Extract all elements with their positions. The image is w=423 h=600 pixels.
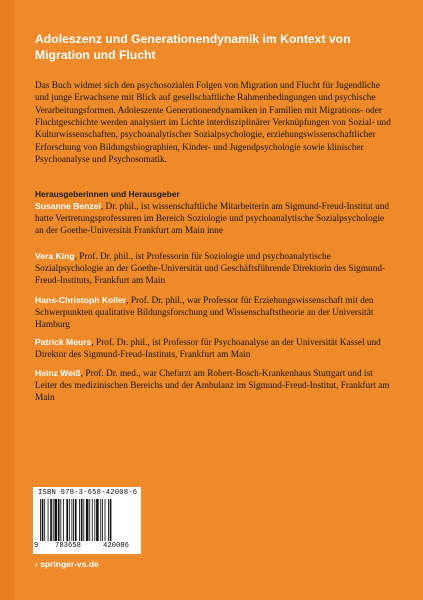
editor-description: , Prof. Dr. med., war Chefarzt am Robert-Bosch-Krankenhaus Stuttgart und ist Leiter des medizinischen Bereichs und der Ambulanz im Sigmund-Freud-Institut, Frankfurt am Main [35, 369, 390, 404]
book-description: Das Buch widmet sich den psychosozialen Folgen von Migration und Flucht für Jugendliche und junge Erwachsene mit Blick auf gesellschaftliche Rahmenbedingungen und psychische Verarbeitungsformen. Adoleszente Generationendynamiken in Familien mit Migrations- oder Fluchtgeschichte werden analysiert im Lichte interdisziplinärer Verknüpfungen von Sozial- und Kulturwissenschaften, psychoanalytischer Sozialpsychologie, erziehungswissenschaftlicher Erforschung von Bildungsbiographien, Kinder- und Jugendpsychologie sowie klinischer Psychoanalyse und Psychosomatik. [35, 81, 391, 166]
editor-bio [35, 336, 395, 361]
publisher-url[interactable]: › springer-vs.de [35, 559, 99, 569]
barcode-digit-group: 420086 [103, 542, 129, 550]
editor-description: , Prof. Dr. phil., war Professor für Erziehungswissenschaft mit den Schwerpunkten qualitative Bildungsforschung und Wissenschaftstheorie an der Universität Hamburg [35, 296, 374, 331]
editors-heading: Herausgeberinnen und Herausgeber [35, 189, 180, 199]
isbn-barcode [33, 487, 141, 554]
barcode-digit-group: 9 [34, 542, 39, 550]
editor-name: Susanne Benzel [35, 201, 101, 211]
editor-name: Hans-Christoph Koller [35, 295, 127, 305]
cover-edge-strip [0, 0, 14, 600]
editor-name: Heinz Weiß [35, 368, 81, 378]
barcode-digit-group: 783658 [55, 542, 81, 550]
editor-name: Vera King [35, 251, 75, 261]
editor-bio [35, 250, 395, 287]
barcode-bars [39, 499, 137, 541]
editor-name: Patrick Meurs [35, 337, 92, 347]
editor-description: , Dr. phil., ist wissenschaftliche Mitarbeiterin am Sigmund-Freud-Institut und hatte Vertretungsprofessuren im Bereich Soziologie und psychoanalytische Sozialpsychologie an der Goethe-Universität Frankfurt am Main inne [35, 202, 390, 237]
editor-bio [35, 294, 395, 331]
isbn-label: ISBN 978-3-658-42008-6 [38, 489, 138, 497]
book-title: Adoleszenz und Generationendynamik im Kontext von Migration und Flucht [35, 32, 351, 62]
editor-description: , Prof. Dr. phil., ist Professor für Psychoanalyse an der Universität Kassel und Direktor des Sigmund-Freud-Instituts, Frankfurt am Main [35, 338, 381, 361]
editor-description: , Prof. Dr. phil., ist Professorin für Soziologie und psychoanalytische Sozialpsychologie an der Goethe-Universität und Geschäftsführende Direktorin des Sigmund-Freud-Instituts, Frankfurt am Main [35, 252, 386, 287]
barcode-digits [34, 542, 140, 550]
editor-bio [35, 367, 395, 404]
editor-bio [35, 200, 395, 237]
